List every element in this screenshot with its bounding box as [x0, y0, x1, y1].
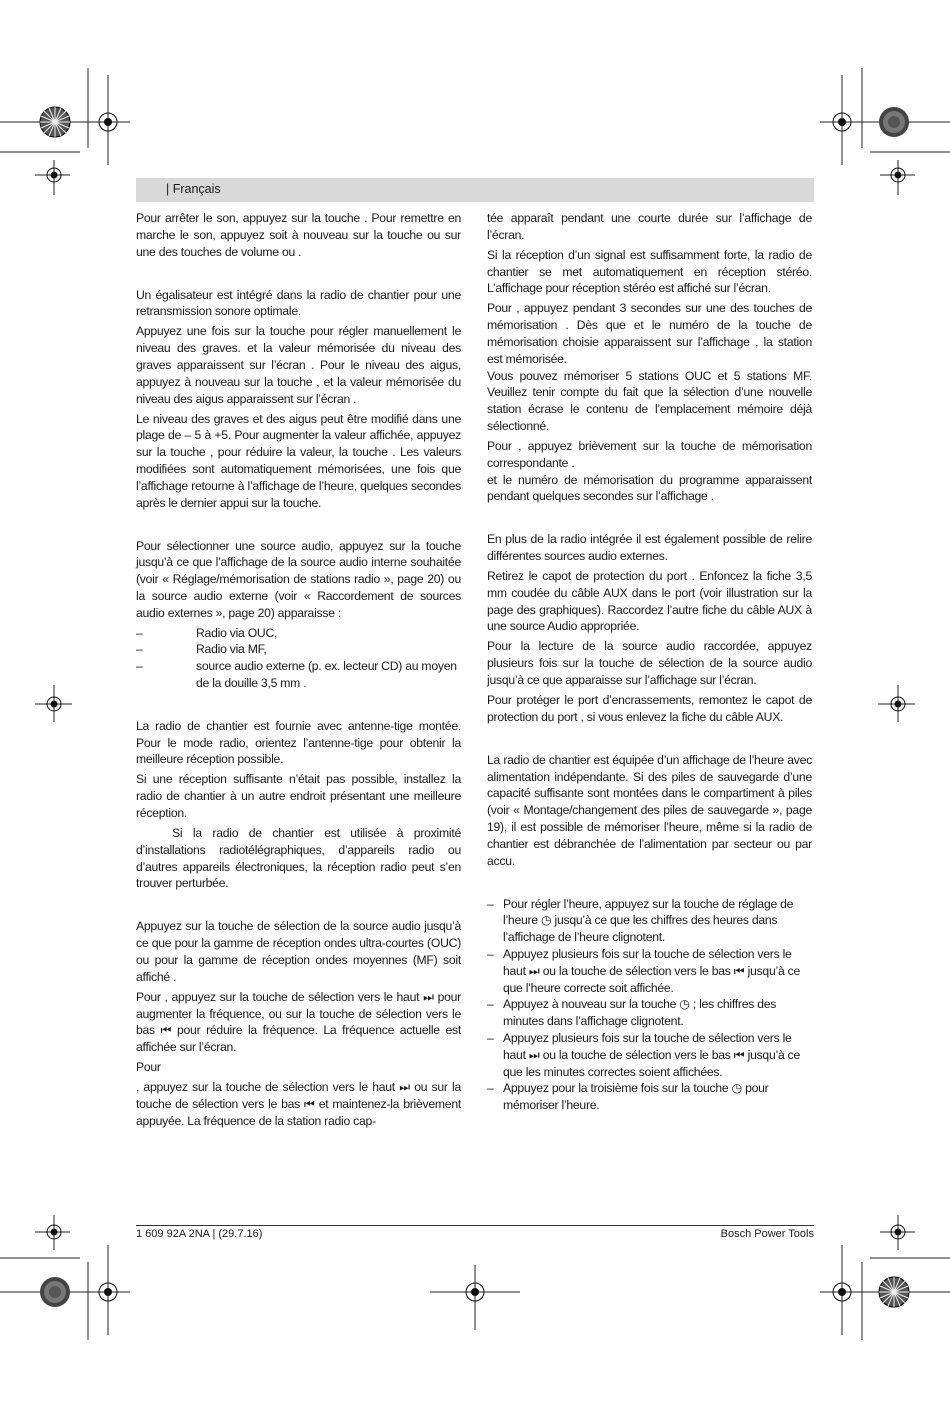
paragraph: et le numéro de mémorisation du programme apparaissent pendant quelques secondes sur l’affichage . — [487, 472, 812, 504]
paragraph: Retirez le capot de protection du port . Enfoncez la fiche 3,5 mm coudée du câble AUX dans le port (voir illustration sur la page des graphiques). Raccordez l’autre fiche du câble AUX à une source Audio appropriée. — [487, 569, 812, 634]
list-item: – Appuyez plusieurs fois sur la touche de sélection vers le haut ⏭ ou la touche de sélection vers le bas ⏮ jusqu’à ce que les minutes correctes soient affichées. — [487, 1030, 812, 1080]
paragraph: Pour , appuyez brièvement sur la touche de mémorisation correspondante . — [487, 438, 812, 470]
footer-doc-code: 1 609 92A 2NA | (29.7.16) — [136, 1228, 263, 1240]
paragraph: Un égalisateur est intégré dans la radio de chantier pour une retransmission sonore optimale. — [136, 287, 461, 319]
list-item: – Appuyez plusieurs fois sur la touche de sélection vers le haut ⏭ ou la touche de sélection vers le bas ⏮ jusqu’à ce que l’heure correcte soit affichée. — [487, 946, 812, 996]
paragraph: Pour , appuyez pendant 3 secondes sur une des touches de mémorisation . Dès que et le numéro de la touche de mémorisation choisie apparaissent sur l’affichage , la station est mémorisée. — [487, 301, 812, 366]
footer-rule — [136, 1225, 814, 1226]
paragraph: En plus de la radio intégrée il est également possible de relire différentes sources audio externes. — [487, 532, 812, 564]
paragraph: Pour — [136, 1060, 161, 1075]
paragraph: Pour protéger le port d’encrassements, remontez le capot de protection du port , si vous enlevez la fiche du câble AUX. — [487, 693, 812, 724]
right-column — [487, 210, 812, 1117]
list-item: – Appuyez pour la troisième fois sur la touche ◷ pour mémoriser l’heure. — [487, 1080, 812, 1114]
paragraph: Pour arrêter le son, appuyez sur la touche . Pour remettre en marche le son, appuyez soit à nouveau sur la touche ou sur une des touches de volume ou . — [136, 211, 461, 259]
paragraph: Pour la lecture de la source audio raccordée, appuyez plusieurs fois sur la touche de sélection de la source audio jusqu’à ce que apparaisse sur l’affichage sur l’écran. — [487, 639, 812, 688]
paragraph: Si la radio de chantier est utilisée à proximité d’installations radiotélégraphiques, d’appareils radio ou d’autres appareils électroniques, la réception radio peut s’en trouver perturbée. — [136, 826, 461, 891]
list-item: – Radio via OUC, — [136, 625, 461, 642]
paragraph: tée apparaît pendant une courte durée sur l’affichage de l’écran. — [487, 211, 812, 242]
list-item: – Pour régler l’heure, appuyez sur la touche de réglage de l’heure ◷ jusqu’à ce que les chiffres des heures dans l’affichage de l’heure clignotent. — [487, 896, 812, 946]
paragraph: Pour , appuyez sur la touche de sélection vers le haut ⏭ pour augmenter la fréquence, ou sur la touche de sélection vers le bas ⏮ pour réduire la fréquence. La fréquence actuelle est affichée sur l’écran. — [136, 989, 461, 1055]
list-item: – source audio externe (p. ex. lecteur CD) au moyen de la douille 3,5 mm . — [136, 658, 461, 692]
paragraph: Vous pouvez mémoriser 5 stations OUC et 5 stations MF. Veuillez tenir compte du fait que la sélection d’une nouvelle station écrase le contenu de l’emplacement mémoire déjà sélectionné. — [487, 368, 812, 433]
paragraph: Appuyez sur la touche de sélection de la source audio jusqu’à ce que pour la gamme de réception ondes ultra-courtes (OUC) ou pour la gamme de réception ondes moyennes (MF) soit affiché . — [136, 919, 461, 984]
paragraph: Le niveau des graves et des aigus peut être modifié dans une plage de – 5 à +5. Pour augmenter la valeur affichée, appuyez sur la touche , pour réduire la valeur, la touche . Les valeurs modifiées sont automatiquement mémorisées, une fois que l’affichage retourne à l’affichage de l’heure, quelques secondes après le dernier appui sur la touche. — [136, 411, 461, 510]
list-item: – Appuyez à nouveau sur la touche ◷ ; les chiffres des minutes dans l’affichage clignotent. — [487, 996, 812, 1030]
footer-brand: Bosch Power Tools — [720, 1228, 814, 1240]
left-column — [136, 210, 461, 1133]
header-bar — [136, 178, 814, 202]
paragraph: Si la réception d’un signal est suffisamment forte, la radio de chantier se met automatiquement en réception stéréo. L’affichage pour réception stéréo est affiché sur l’écran. — [487, 247, 812, 296]
clock-steps — [487, 896, 812, 1114]
paragraph: Si une réception suffisante n’était pas possible, installez la radio de chantier à un autre endroit présentant une meilleure réception. — [136, 772, 461, 821]
section-label: | Français — [166, 182, 221, 196]
paragraph: , appuyez sur la touche de sélection vers le haut ⏭ ou sur la touche de sélection vers le bas ⏮ et maintenez-la brièvement appuyée. La fréquence de la station radio cap- — [136, 1080, 461, 1128]
source-list — [136, 625, 461, 692]
paragraph: La radio de chantier est fournie avec antenne-tige montée. Pour le mode radio, orientez l’antenne-tige pour obtenir la meilleure réception possible. — [136, 718, 461, 767]
list-item: – Radio via MF, — [136, 641, 461, 658]
paragraph: Appuyez une fois sur la touche pour régler manuellement le niveau des graves. et la valeur mémorisée du niveau des graves apparaissent sur l’écran . Pour le niveau des aigus, appuyez à nouveau sur la touche , et la valeur mémorisée du niveau des aigus apparaissent sur l’écran . — [136, 324, 461, 406]
paragraph: La radio de chantier est équipée d’un affichage de l’heure avec alimentation indépendante. Si des piles de sauvegarde d’une capacité suffisante sont montées dans le compartiment à piles (voir « Montage/changement des piles de sauvegarde », page 19), il est possible de mémoriser l’heure, même si la radio de chantier est débranchée de l’alimentation par secteur ou par accu. — [487, 752, 812, 868]
paragraph: Pour sélectionner une source audio, appuyez sur la touche jusqu’à ce que l’affichage de la source audio interne souhaitée (voir « Réglage/mémorisation de stations radio », page 20) ou la source audio externe (voir « Raccordement de sources audio externes », page 20) apparaisse : — [136, 538, 461, 620]
